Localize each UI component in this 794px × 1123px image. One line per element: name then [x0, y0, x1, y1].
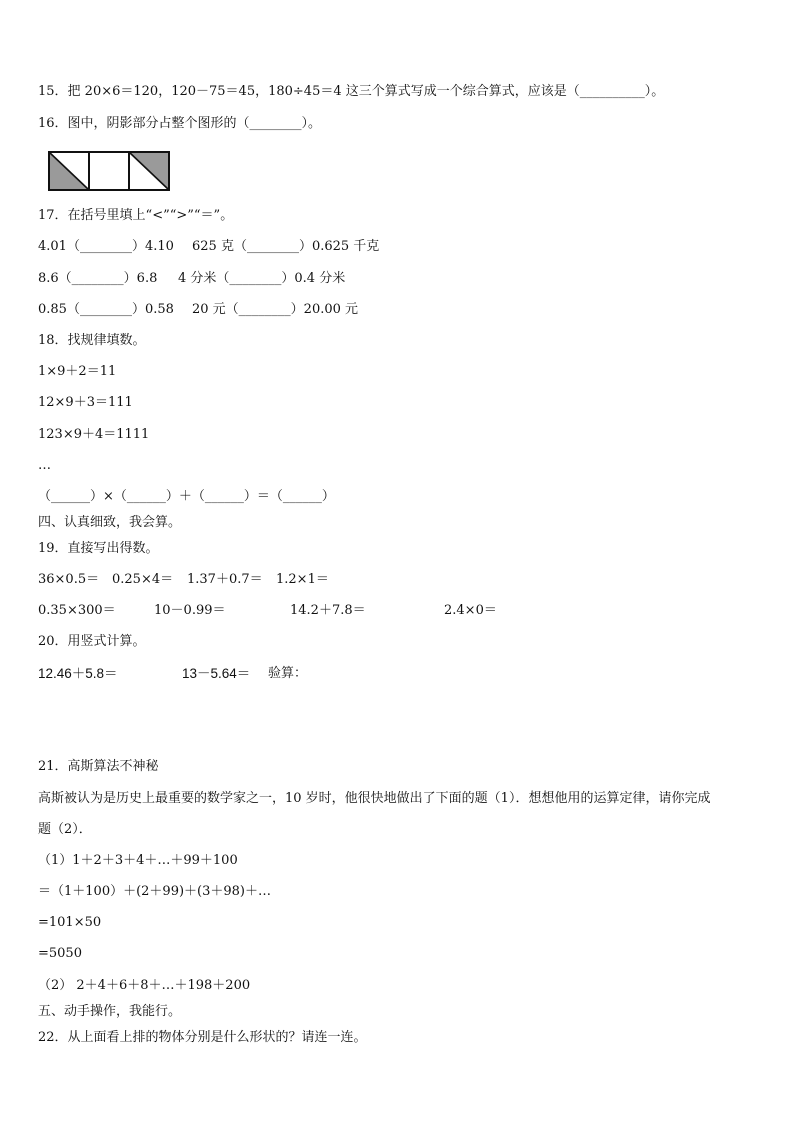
calc-0-35x300: 0.35×300＝: [38, 603, 116, 618]
compare-0-85: 0.85（________）0.58: [38, 302, 174, 317]
pattern-line-2: 12×9＋3＝111: [38, 395, 133, 410]
calc-36x0-5: 36×0.5＝: [38, 572, 100, 587]
question-15: 15．把 20×6＝120，120－75＝45，180÷45＝4 这三个算式写成一个综合算式，应该是（__________）。: [38, 84, 665, 99]
calc-1-37p0-7: 1.37＋0.7＝: [187, 572, 263, 587]
pattern-line-1: 1×9＋2＝11: [38, 364, 117, 379]
question-20-title: 20．用竖式计算。: [38, 634, 146, 649]
question-17-title: 17．在括号里填上“<”“>”“＝”。: [38, 208, 234, 223]
pattern-ellipsis: …: [38, 458, 51, 473]
vertical-calc-2: 13－5.64＝: [182, 666, 251, 681]
vertical-calc-1: 12.46＋5.8＝: [38, 666, 118, 681]
calc-10m0-99: 10－0.99＝: [154, 603, 226, 618]
question-21-title: 21．高斯算法不神秘: [38, 759, 159, 774]
compare-4dm: 4 分米（________）0.4 分米: [178, 271, 346, 286]
question-18-title: 18．找规律填数。: [38, 333, 146, 348]
gauss-step-2: ＝（1＋100）＋(2＋99)＋(3＋98)＋…: [38, 884, 271, 899]
question-22: 22．从上面看上排的物体分别是什么形状的？请连一连。: [38, 1030, 367, 1045]
question-21-text-2: 题（2）．: [38, 822, 92, 837]
gauss-step-3: =101×50: [38, 915, 102, 930]
calc-1-2x1: 1.2×1＝: [276, 572, 329, 587]
square-2: [89, 152, 129, 190]
question-21-text-1: 高斯被认为是历史上最重要的数学家之一，10 岁时，他很快地做出了下面的题（1）．想想他用的运算定律，请你完成: [38, 791, 711, 806]
compare-8-6: 8.6（________）6.8: [38, 271, 158, 286]
compare-4-01: 4.01（________）4.10: [38, 239, 174, 254]
gauss-step-1: （1）1＋2＋3＋4＋…＋99＋100: [38, 853, 238, 868]
pattern-line-3: 123×9＋4＝1111: [38, 427, 150, 442]
calc-14-2p7-8: 14.2＋7.8＝: [290, 603, 366, 618]
pattern-blank-line: （______）×（______）＋（______）＝（______）: [38, 489, 335, 504]
calc-2-4x0: 2.4×0＝: [444, 603, 497, 618]
check-label: 验算：: [268, 666, 308, 681]
compare-625g: 625 克（________）0.625 千克: [192, 239, 380, 254]
calc-0-25x4: 0.25×4＝: [112, 572, 174, 587]
gauss-step-4: =5050: [38, 946, 82, 961]
question-19-title: 19．直接写出得数。: [38, 541, 159, 556]
section-5-heading: 五、动手操作，我能行。: [38, 1004, 182, 1019]
section-4-heading: 四、认真细致，我会算。: [38, 515, 182, 530]
gauss-problem-2: （2） 2＋4＋6＋8＋…＋198＋200: [38, 978, 251, 993]
compare-20yuan: 20 元（________）20.00 元: [192, 302, 359, 317]
question-16: 16．图中，阴影部分占整个图形的（________）。: [38, 116, 322, 131]
shaded-squares-figure: [48, 151, 170, 191]
